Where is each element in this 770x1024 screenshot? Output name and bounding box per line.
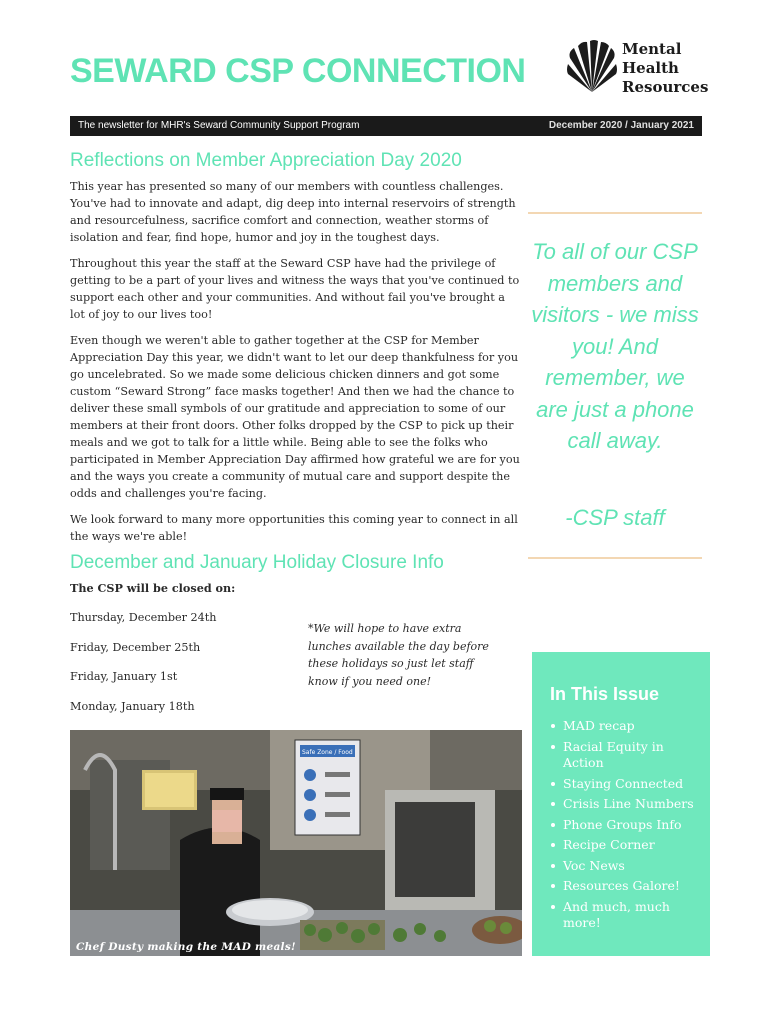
list-item: Crisis Line Numbers	[532, 796, 710, 813]
in-this-issue-panel	[532, 652, 710, 956]
logo-wordmark: Mental Health Resources	[622, 40, 709, 96]
paragraph: We look forward to many more opportunities this coming year to connect in all the ways we're able!	[70, 513, 518, 543]
paragraph: This year has presented so many of our members with countless challenges. You've had to innovate and adapt, dig deep into internal reservoirs of strength and resourcefulness, sacrifice comfort and connection, weather storms of isolation and fear, find hope, humor and joy in the toughest days.	[70, 180, 516, 244]
list-item: Recipe Corner	[532, 837, 710, 854]
list-item: Phone Groups Info	[532, 817, 710, 834]
list-item: Staying Connected	[532, 776, 710, 793]
chef-photo	[70, 730, 522, 956]
closed-label: The CSP will be closed on:	[70, 581, 236, 595]
banner-issue-date: December 2020 / January 2021	[548, 120, 694, 131]
paragraph: Throughout this year the staff at the Seward CSP have had the privilege of getting to be a part of your lives and witness the ways that you've continued to support each other and your communities. And without fail you've brought a lot of joy to our lives too!	[70, 257, 520, 321]
lunch-note: *We will hope to have extra lunches available the day before these holidays so just let staff know if you need one!	[308, 622, 489, 688]
in-this-issue-list	[532, 718, 710, 936]
in-this-issue-title: In This Issue	[550, 684, 660, 704]
mhr-logo	[566, 38, 716, 98]
paragraph: Even though we weren't able to gather together at the CSP for Member Appreciation Day this year, we didn't want to let our deep thankfulness for you go uncelebrated. So we made some delicious chicken dinners and got some custom “Seward Strong” face masks together! And then we had the chance to deliver these small symbols of our gratitude and appreciation to some of our members at their front doors. Other folks dropped by the CSP to pick up their meals and we got to talk for a little while. Being able to see the folks who participated in Member Appreciation Day affirmed how grateful we are for you and the ways you create a community of mutual care and support despite the odds and challenges you're facing.	[70, 334, 520, 500]
newsletter-title: SEWARD CSP CONNECTION	[70, 52, 526, 90]
kitchen-sign-text: Safe Zone / Food	[302, 749, 353, 756]
list-item: Racial Equity in Action	[532, 739, 710, 772]
list-item: MAD recap	[532, 718, 710, 735]
list-item: And much, much more!	[532, 899, 710, 932]
closure-date: Friday, January 1st	[70, 670, 178, 683]
quote-top-rule	[528, 212, 702, 214]
article-heading-appreciation: Reflections on Member Appreciation Day 2020	[70, 150, 462, 171]
closure-date: Thursday, December 24th	[70, 611, 217, 624]
pull-quote: To all of our CSP members and visitors - we miss you! And remember, we are just a phone call away.	[531, 239, 699, 453]
list-item: Resources Galore!	[532, 878, 710, 895]
newsletter-banner	[70, 116, 702, 136]
closure-date: Friday, December 25th	[70, 641, 201, 654]
article-body-appreciation	[70, 178, 522, 554]
sunburst-logo-icon	[566, 38, 618, 94]
list-item: Voc News	[532, 858, 710, 875]
pull-quote-signature: -CSP staff	[565, 505, 665, 530]
photo-caption: Chef Dusty making the MAD meals!	[76, 941, 296, 953]
closure-date: Monday, January 18th	[70, 700, 195, 713]
article-heading-closures: December and January Holiday Closure Info	[70, 552, 444, 573]
kitchen-photo-illustration	[70, 730, 522, 956]
quote-bottom-rule	[528, 557, 702, 559]
banner-tagline: The newsletter for MHR's Seward Community Support Program	[78, 120, 360, 131]
